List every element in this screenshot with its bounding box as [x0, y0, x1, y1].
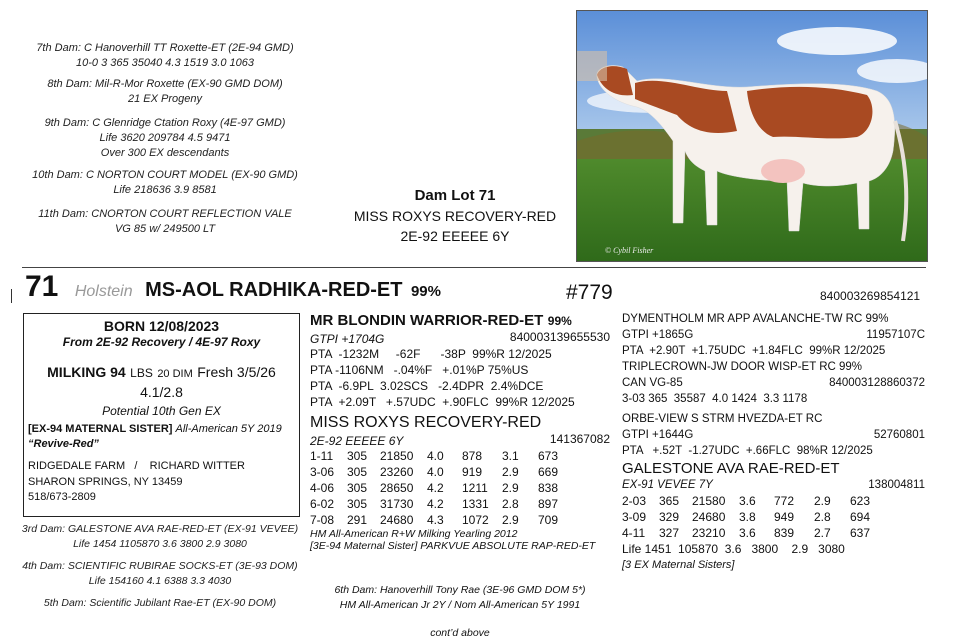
record-cell: 4.0: [427, 449, 444, 463]
ancestor-line: Life 154160 4.1 6388 3.3 4030: [88, 575, 232, 587]
third-dam-note: [3 EX Maternal Sisters]: [622, 559, 735, 571]
record-cell: 365: [659, 494, 680, 508]
sire-gtpi-row: [310, 330, 615, 346]
dam-lot-name: MISS ROXYS RECOVERY-RED: [353, 208, 557, 224]
record-cell: 329: [659, 510, 680, 524]
sire-percent: 99%: [547, 314, 572, 328]
record-cell: 637: [850, 526, 871, 540]
sire-gtpi: GTPI +1704G: [310, 332, 385, 346]
ancestor-line: 3rd Dam: GALESTONE AVA RAE-RED-ET (EX-91 VEVEE): [21, 523, 299, 535]
dam-id: 141367082: [549, 432, 610, 446]
ancestor-10th-dam: [0, 168, 330, 198]
record-row: [310, 464, 573, 480]
continued-note: cont’d above: [430, 627, 490, 639]
ancestor-7th-dam: [0, 41, 330, 71]
ancestor-line: 10-0 3 365 35040 4.3 1519 3.0 1063: [76, 57, 254, 69]
dam-lot-title: Dam Lot 71: [414, 187, 496, 204]
dam-score: 2E-92 EEEEE 6Y: [310, 434, 404, 448]
ancestor-line: Life 218636 3.9 8581: [113, 184, 217, 196]
component-ratio: 4.1/2.8: [140, 384, 183, 400]
maternal-sister-name: “Revive-Red”: [28, 438, 99, 450]
record-row: [310, 480, 573, 496]
record-cell: 21580: [692, 494, 726, 508]
consignor-city: SHARON SPRINGS, NY 13459: [28, 476, 183, 488]
record-cell: 2.9: [502, 465, 519, 479]
record-cell: 7-08: [310, 513, 335, 527]
maternal-sister-score: [EX-94 MATERNAL SISTER]: [28, 423, 173, 435]
lot-number: 71: [25, 270, 59, 303]
record-cell: 31730: [380, 497, 414, 511]
record-cell: 4.3: [427, 513, 444, 527]
record-row: [622, 493, 885, 509]
record-row: [310, 448, 573, 464]
record-cell: 1331: [462, 497, 489, 511]
ancestor-line: Life 3620 209784 4.5 9471: [99, 132, 231, 144]
ancestor-9th-dam: [0, 116, 330, 161]
record-cell: 772: [774, 494, 795, 508]
record-cell: 949: [774, 510, 795, 524]
third-dam-score-row: [622, 477, 927, 493]
sire-name: MR BLONDIN WARRIOR-RED-ET: [310, 312, 544, 329]
dam-lot-heading: [330, 186, 580, 246]
ancestor-line: 8th Dam: Mil-R-Mor Roxette (EX-90 GMD DOM): [47, 78, 283, 90]
record-row: [310, 512, 573, 528]
ancestor-line: 9th Dam: C Glenridge Ctation Roxy (4E-97 GMD): [44, 117, 286, 129]
record-cell: 305: [347, 481, 368, 495]
text-cursor-icon: [11, 289, 14, 303]
granddam-name: TRIPLECROWN-JW DOOR WISP-ET RC 99%: [622, 361, 863, 373]
record-cell: 709: [538, 513, 559, 527]
record-cell: 838: [538, 481, 559, 495]
ancestor-11th-dam: [0, 207, 330, 237]
lot-header: [25, 270, 441, 304]
ancestor-line: 4th Dam: SCIENTIFIC RUBIRAE SOCKS-ET (3E-93 DOM): [22, 560, 298, 572]
pedigree-right: [622, 311, 927, 573]
ancestor-line: Life 1454 1105870 3.6 3800 2.9 3080: [73, 538, 247, 550]
photo-credit: © Cybil Fisher: [605, 246, 654, 255]
record-cell: 23260: [380, 465, 414, 479]
milking-unit: LBS: [130, 366, 153, 380]
lot-info-box: [23, 313, 300, 517]
sire-pta-row: PTA -1232M -62F -38P 99%R 12/2025: [310, 347, 552, 361]
ancestor-line: 21 EX Progeny: [128, 93, 202, 105]
third-dam-score: EX-91 VEVEE 7Y: [622, 479, 713, 491]
milking-fresh: Fresh 3/5/26: [197, 364, 276, 380]
record-cell: 6-02: [310, 497, 335, 511]
sire-of-dam-gtpi-row: [622, 327, 927, 343]
sire-of-granddam-gtpi-row: [622, 427, 927, 443]
record-cell: 669: [538, 465, 559, 479]
consignor-phone: 518/673-2809: [28, 491, 96, 503]
ancestor-line: 10th Dam: C NORTON COURT MODEL (EX-90 GMD): [32, 169, 298, 181]
record-cell: 2-03: [622, 494, 647, 508]
record-row: [622, 525, 885, 541]
record-cell: 3-09: [622, 510, 647, 524]
consignor-farm: RIDGEDALE FARM / RICHARD WITTER: [28, 460, 245, 472]
record-cell: 2.9: [502, 481, 519, 495]
record-cell: 3-06: [310, 465, 335, 479]
sire-heading: [310, 312, 615, 330]
record-cell: 4-06: [310, 481, 335, 495]
maternal-sister-award: All-American 5Y 2019: [175, 423, 282, 435]
record-cell: 23210: [692, 526, 726, 540]
born-date: BORN 12/08/2023: [103, 318, 220, 334]
sire-of-dam-pta: PTA +2.90T +1.75UDC +1.84FLC 99%R 12/2025: [622, 345, 886, 357]
ancestor-6th-dam: [300, 583, 620, 613]
record-cell: 3.6: [739, 526, 756, 540]
record-cell: 3.8: [739, 510, 756, 524]
sire-of-granddam-name: ORBE-VIEW S STRM HVEZDA-ET RC: [622, 413, 823, 425]
record-cell: 28650: [380, 481, 414, 495]
record-cell: 24680: [380, 513, 414, 527]
ancestor-3rd-dam: [0, 522, 320, 552]
cow-photo-image: [577, 11, 927, 261]
dam-name: MISS ROXYS RECOVERY-RED: [310, 414, 542, 431]
milking-amount: MILKING 94: [47, 364, 126, 380]
record-cell: 2.7: [814, 526, 831, 540]
sire-pta-row: PTA +2.09T +.57UDC +.90FLC 99%R 12/2025: [310, 395, 575, 409]
record-cell: 24680: [692, 510, 726, 524]
record-cell: 4.0: [427, 465, 444, 479]
record-cell: 327: [659, 526, 680, 540]
granddam-score: CAN VG-85: [622, 377, 683, 389]
cow-photo: [576, 10, 928, 262]
record-cell: 878: [462, 449, 483, 463]
granddam-record: 3-03 365 35587 4.0 1424 3.3 1178: [622, 393, 808, 405]
record-cell: 21850: [380, 449, 414, 463]
dam-note-sister: [3E-94 Maternal Sister] PARKVUE ABSOLUTE RAP-RED-ET: [310, 540, 596, 552]
ancestor-line: 5th Dam: Scientific Jubilant Rae-ET (EX-90 DOM): [43, 597, 277, 609]
record-cell: 2.9: [814, 494, 831, 508]
ancestor-line: 7th Dam: C Hanoverhill TT Roxette-ET (2E-94 GMD): [36, 42, 294, 54]
milking-line: [24, 364, 299, 382]
maternal-sister: [28, 423, 282, 435]
ancestor-line: HM All-American Jr 2Y / Nom All-American 5Y 1991: [339, 599, 581, 611]
sire-pta-row: PTA -1106NM -.04%F +.01%P 75%US: [310, 363, 529, 377]
record-cell: 291: [347, 513, 368, 527]
ancestor-line: VG 85 w/ 249500 LT: [114, 223, 216, 235]
dam-note-award: HM All-American R+W Milking Yearling 2012: [310, 528, 518, 540]
granddam-id: 840003128860372: [829, 377, 925, 389]
record-cell: 839: [774, 526, 795, 540]
ancestor-8th-dam: [0, 77, 330, 107]
record-cell: 3.1: [502, 449, 519, 463]
record-cell: 305: [347, 465, 368, 479]
sire-pta-row: PTA -6.9PL 3.02SCS -2.4DPR 2.4%DCE: [310, 379, 544, 393]
record-cell: 2.9: [502, 513, 519, 527]
dam-lot-score: 2E-92 EEEEE 6Y: [400, 228, 510, 244]
record-cell: 4.2: [427, 497, 444, 511]
sire-of-dam-gtpi: GTPI +1865G: [622, 329, 694, 341]
lot-percent: 99%: [410, 283, 441, 300]
lot-name: MS-AOL RADHIKA-RED-ET: [145, 279, 403, 301]
granddam-score-row: [622, 375, 927, 391]
sire-of-dam-id: 11957107C: [866, 329, 925, 341]
lot-id: 840003269854121: [820, 289, 921, 303]
record-cell: 623: [850, 494, 871, 508]
record-cell: 2.8: [814, 510, 831, 524]
dam-score-row: [310, 432, 615, 448]
ancestor-5th-dam: [0, 596, 320, 611]
dam-records-table: [310, 448, 573, 528]
sire-block: [310, 312, 615, 410]
record-cell: 305: [347, 497, 368, 511]
record-cell: 1-11: [310, 449, 334, 463]
sire-of-granddam-pta: PTA +.52T -1.27UDC +.66FLC 98%R 12/2025: [622, 445, 873, 457]
record-cell: 4-11: [622, 526, 646, 540]
lot-tag: #779: [566, 281, 613, 304]
ancestor-line: 11th Dam: CNORTON COURT REFLECTION VALE: [38, 208, 292, 220]
divider-rule: [22, 267, 926, 268]
record-cell: 897: [538, 497, 559, 511]
potential-note: Potential 10th Gen EX: [102, 404, 221, 418]
record-cell: 1211: [462, 481, 488, 495]
record-row: [622, 509, 885, 525]
third-dam-name: GALESTONE AVA RAE-RED-ET: [622, 460, 840, 477]
ancestor-line: Over 300 EX descendants: [100, 147, 230, 159]
lot-breed: Holstein: [74, 283, 133, 300]
third-dam-records-table: [622, 493, 885, 541]
ancestor-line: 6th Dam: Hanoverhill Tony Rae (3E-96 GMD DOM 5*): [334, 584, 586, 596]
record-cell: 694: [850, 510, 871, 524]
sire-of-dam-name: DYMENTHOLM MR APP AVALANCHE-TW RC 99%: [622, 313, 889, 325]
sire-of-granddam-gtpi: GTPI +1644G: [622, 429, 694, 441]
sire-of-granddam-id: 52760801: [873, 429, 925, 441]
sire-id: 840003139655530: [509, 330, 610, 344]
record-cell: 2.8: [502, 497, 519, 511]
ancestor-4th-dam: [0, 559, 320, 589]
dam-block: [310, 414, 615, 552]
record-cell: 4.2: [427, 481, 444, 495]
record-row: [310, 496, 573, 512]
record-cell: 673: [538, 449, 559, 463]
record-cell: 3.6: [739, 494, 756, 508]
milking-dim: 20 DIM: [157, 368, 193, 380]
born-from: From 2E-92 Recovery / 4E-97 Roxy: [62, 335, 261, 349]
third-dam-id: 138004811: [868, 479, 925, 491]
record-cell: 919: [462, 465, 483, 479]
record-cell: 1072: [462, 513, 489, 527]
record-cell: 305: [347, 449, 368, 463]
third-dam-lifetime: Life 1451 105870 3.6 3800 2.9 3080: [622, 542, 845, 556]
